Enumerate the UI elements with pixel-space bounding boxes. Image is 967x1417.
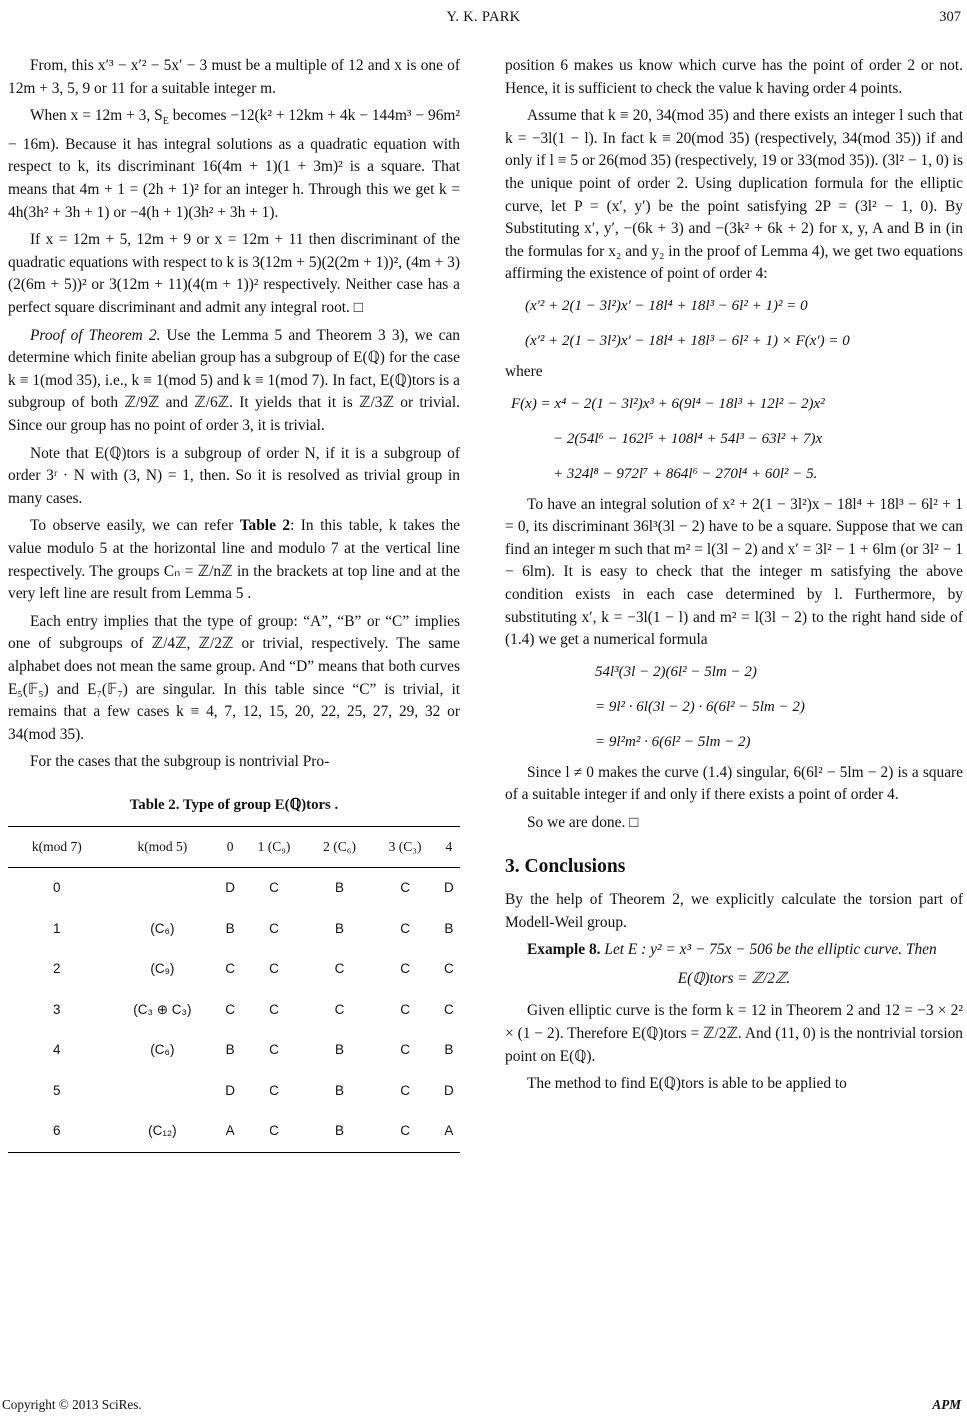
table-cell: A bbox=[225, 1123, 235, 1139]
table-cell: (C₆) bbox=[150, 1042, 175, 1058]
paragraph: So we are done. □ bbox=[527, 813, 639, 831]
paragraph: If x = 12m + 5, 12m + 9 or x = 12m + 11 then discriminant of the quadratic equations with respect to k is 3(12m + 5)(2(2m + 1))², (4m + 3)(2(6m + 5))² or 3(12m + 11)(4(m + 1))² respectively. Neither case has a perfect square discriminant and admit any integral root. □ bbox=[8, 231, 460, 317]
equation: (x′² + 2(1 − 3l²)x′ − 18l⁴ + 18l³ − 6l² + 1) × F(x′) = 0 bbox=[525, 332, 850, 349]
section-heading: 3. Conclusions bbox=[505, 856, 626, 878]
paragraph: By the help of Theorem 2, we explicitly calculate the torsion part of Modell-Weil group. bbox=[505, 891, 963, 931]
table-cell: C bbox=[444, 1001, 454, 1017]
table-cell: C bbox=[400, 1042, 410, 1058]
table-cell: (C₃ ⊕ C₃) bbox=[133, 1001, 192, 1017]
table-cell: C bbox=[225, 1001, 236, 1017]
table-cell: B bbox=[444, 920, 454, 936]
table-cell: C bbox=[269, 1123, 279, 1139]
table-cell: (C₉) bbox=[150, 961, 175, 977]
copyright-notice: Copyright © 2013 SciRes. bbox=[2, 1397, 142, 1412]
table-header-cell: 1 (C₉) bbox=[257, 839, 291, 855]
table-cell: A bbox=[444, 1123, 454, 1139]
group-type-table bbox=[8, 826, 460, 1153]
paragraph: Since l ≠ 0 makes the curve (1.4) singular, 6(6l² − 5lm − 2) is a square of a suitable integer if and only if there exists a point of order 4. bbox=[505, 763, 963, 804]
paragraph: Proof of Theorem 2. Use the Lemma 5 and Theorem 3 3), we can determine which finite abelian group has a subgroup of E(ℚ) for the case k ≡ 1(mod 35), i.e., k ≡ 1(mod 5) and k ≡ 1(mod 7). In fact, E(ℚ)tors is a subgroup of both ℤ/9ℤ and ℤ/6ℤ. It yields that it is ℤ/3ℤ or trivial. Since our group has no point of order 3, it is trivial. bbox=[8, 326, 460, 434]
paragraph: Each entry implies that the type of group: “A”, “B” or “C” implies one of subgroups of ℤ/4ℤ, ℤ/2ℤ or trivial, respectively. The same alphabet does not mean the same group. And “D” means that both curves E₅(𝔽₅) and E₇(𝔽₇) are singular. In this table since “C” is trivial, it remains that a few cases k ≡ 4, 7, 12, 15, 20, 22, 25, 27, 29, 32 or 34(mod 35). bbox=[8, 612, 460, 743]
table-header-cell: 2 (C₆) bbox=[323, 839, 356, 855]
table-cell: B bbox=[444, 1042, 454, 1058]
table-cell: C bbox=[225, 961, 236, 977]
table-cell: 6 bbox=[53, 1123, 61, 1139]
table-cell: C bbox=[400, 880, 410, 896]
equation: = 9l² · 6l(3l − 2) · 6(6l² − 5lm − 2) bbox=[595, 698, 805, 715]
table-cell: 0 bbox=[53, 880, 61, 896]
table-row bbox=[8, 1071, 460, 1112]
table-cell: 4 bbox=[53, 1042, 61, 1058]
journal-abbrev: APM bbox=[932, 1397, 961, 1412]
table-cell: C bbox=[400, 961, 410, 977]
proof-heading: Proof of Theorem 2. bbox=[30, 326, 161, 344]
table-cell: B bbox=[335, 880, 345, 896]
table-row bbox=[8, 1111, 460, 1152]
table-cell: 1 bbox=[53, 920, 61, 936]
running-title: Y. K. PARK bbox=[446, 9, 521, 25]
table-row bbox=[8, 868, 460, 909]
table-cell: C bbox=[269, 1042, 279, 1058]
paragraph: The method to find E(ℚ)tors is able to be applied to bbox=[527, 1075, 847, 1093]
paragraph: Note that E(ℚ)tors is a subgroup of order N, if it is a subgroup of order 3ʳ · N with (3, N) = 1, then. So it is resolved as trivial group in many cases. bbox=[8, 444, 460, 507]
table-cell: (C₁₂) bbox=[148, 1123, 177, 1139]
equation: (x′² + 2(1 − 3l²)x′ − 18l⁴ + 18l³ − 6l² + 1)² = 0 bbox=[525, 297, 808, 314]
paragraph: position 6 makes us know which curve has the point of order 2 or not. Hence, it is sufficient to check the value k having order 4 points. bbox=[505, 57, 963, 97]
table-cell: C bbox=[400, 920, 410, 936]
table-cell: B bbox=[225, 1042, 235, 1058]
equation: + 324l⁸ − 972l⁷ + 864l⁶ − 270l⁴ + 60l² − 5. bbox=[553, 465, 818, 482]
table-cell: C bbox=[269, 1082, 279, 1098]
table-cell: D bbox=[444, 880, 454, 896]
table-cell: D bbox=[225, 1082, 236, 1098]
equation: 54l³(3l − 2)(6l² − 5lm − 2) bbox=[595, 663, 757, 680]
paragraph: When x = 12m + 3, $S_E$ becomes −12(k² + 12km + 4k − 144m³ − 96m² − 16m). Because it has integral solutions as a quadratic equation with respect to k, its discriminant 16(4m + 1)(1 + 3m)² is a square. That means that 4m + 1 = (2h + 1)² for an integer h. Through this we get k = 4h(3h² + 3h + 1) or −4(h + 1)(3h² + 3h + 1). bbox=[8, 107, 460, 221]
table-cell: C bbox=[400, 1082, 410, 1098]
table-header-cell: 3 (C₃) bbox=[388, 839, 422, 855]
table-header-row bbox=[8, 827, 460, 868]
table-cell: C bbox=[269, 961, 279, 977]
paragraph: To have an integral solution of x² + 2(1 − 3l²)x − 18l⁴ + 18l³ − 6l² + 1 = 0, its discriminant 36l³(3l − 2) have to be a square. Suppose that we can find an integer m such that m² = l(3l − 2) and x′ = 3l² − 1 + 6lm (or 3l² − 1 − 6lm). It is easy to check that the integer m satisfying the above condition exists in each case determined by l. Furthermore, by substituting x′, k = −3l(1 − l) and m² = l(3l − 2) to the right hand side of (1.4) we get a numerical formula bbox=[505, 495, 963, 649]
paragraph: To observe easily, we can refer Table 2: In this table, k takes the value modulo 5 at the horizontal line and modulo 7 at the vertical line respectively. The groups Cₙ = ℤ/nℤ in the brackets at top line and at the very left line are result from Lemma 5 . bbox=[8, 517, 460, 603]
table-cell: (C₆) bbox=[150, 920, 175, 936]
table-cell bbox=[106, 1071, 220, 1112]
table-cell: B bbox=[225, 920, 235, 936]
table-row bbox=[8, 1030, 460, 1071]
table-cell: C bbox=[269, 880, 279, 896]
table-cell: B bbox=[335, 1123, 345, 1139]
paragraph: Example 8. Let E : y² = x³ − 75x − 506 be the elliptic curve. Then bbox=[527, 941, 937, 959]
table-header-cell: k(mod 7) bbox=[31, 839, 82, 855]
table-reference[interactable]: Table 2 bbox=[239, 517, 291, 535]
table-row bbox=[8, 909, 460, 950]
table-header-cell: 4 bbox=[445, 839, 453, 855]
paragraph: Assume that k ≡ 20, 34(mod 35) and there exists an integer l such that k = −3l(1 − l). In fact k ≡ 20(mod 35) (respectively, 34(mod 35)) if and only if l ≡ 5 or 26(mod 35) (respectively, 19 or 33(mod 35)). (3l² − 1, 0) is the unique point of order 2. Using duplication formula for the elliptic curve, let P = (x′, y′) be the point satisfying 2P = (3l² − 1, 0). By Substituting x′, y′, −(6k + 3) and −(3k² + 6k + 2) for x, y, A and B in (in the formulas for x₂ and y₂ in the proof of Lemma 4), we get two equations affirming the existence of point of order 4: bbox=[505, 107, 963, 283]
table-cell: B bbox=[335, 920, 345, 936]
equation: E(ℚ)tors = ℤ/2ℤ. bbox=[677, 969, 791, 987]
paragraph: From, this x′³ − x′² − 5x′ − 3 must be a multiple of 12 and x is one of 12m + 3, 5, 9 or 11 for a suitable integer m. bbox=[8, 57, 460, 97]
example-heading: Example 8. bbox=[527, 941, 601, 959]
equation: − 2(54l⁶ − 162l⁵ + 108l⁴ + 54l³ − 63l² + 7)x bbox=[553, 430, 823, 447]
equation: F(x) = x⁴ − 2(1 − 3l²)x³ + 6(9l⁴ − 18l³ + 12l² − 2)x² bbox=[511, 395, 825, 412]
table-cell: D bbox=[444, 1082, 454, 1098]
table-cell: 2 bbox=[53, 961, 61, 977]
page-footer bbox=[0, 1394, 967, 1414]
table-row bbox=[8, 990, 460, 1031]
table-cell bbox=[106, 868, 220, 909]
equation: = 9l²m² · 6(6l² − 5lm − 2) bbox=[595, 733, 751, 750]
table-cell: B bbox=[335, 1082, 345, 1098]
table-cell: C bbox=[334, 1001, 345, 1017]
table-cell: C bbox=[444, 961, 454, 977]
paragraph: where bbox=[505, 362, 543, 380]
table-cell: C bbox=[400, 1001, 410, 1017]
table-cell: 3 bbox=[53, 1001, 61, 1017]
right-column bbox=[505, 55, 963, 1101]
paragraph: For the cases that the subgroup is nontrivial Pro- bbox=[30, 753, 330, 771]
page-number: 307 bbox=[939, 9, 961, 25]
table-cell: C bbox=[400, 1123, 410, 1139]
table-cell: B bbox=[335, 1042, 345, 1058]
table-caption: Table 2. Type of group E(ℚ)tors . bbox=[129, 796, 339, 813]
table-cell: D bbox=[225, 880, 236, 896]
table-row bbox=[8, 949, 460, 990]
page-header bbox=[0, 6, 967, 28]
table-cell: 5 bbox=[53, 1082, 61, 1098]
paragraph: Given elliptic curve is the form k = 12 in Theorem 2 and 12 = −3 × 2² × (1 − 2). Therefore E(ℚ)tors = ℤ/2ℤ. And (11, 0) is the nontrivial torsion point on E(ℚ). bbox=[505, 1002, 963, 1065]
table-cell: C bbox=[334, 961, 345, 977]
table-header-cell: 0 bbox=[226, 839, 234, 855]
left-column bbox=[8, 55, 460, 1153]
table-cell: C bbox=[269, 920, 279, 936]
table-header-cell: k(mod 5) bbox=[137, 839, 188, 855]
table-cell: C bbox=[269, 1001, 279, 1017]
